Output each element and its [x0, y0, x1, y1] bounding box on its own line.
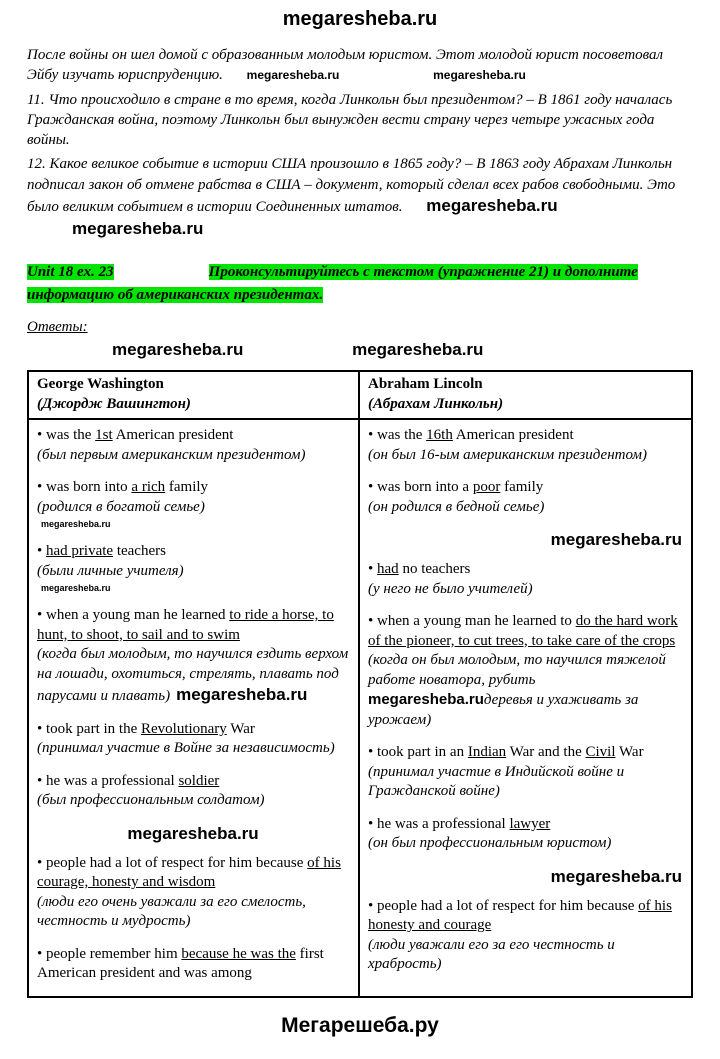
watermark-inline: megaresheba.ru	[176, 685, 308, 705]
fact-ru: (был профессиональным солдатом)	[37, 792, 265, 809]
column-header-lincoln	[360, 372, 691, 418]
fact-item	[37, 542, 349, 593]
fact-item	[368, 815, 682, 854]
table-header-row	[29, 372, 691, 420]
site-footer: Мегарешеба.ру	[281, 1013, 439, 1037]
president-name-ru: (Абрахам Линкольн)	[368, 395, 504, 412]
fact-item	[37, 945, 349, 984]
fact-item	[37, 772, 349, 811]
fact-en: • had private teachers	[37, 543, 166, 560]
fact-ru: (принимал участие в Войне за независимость)	[37, 740, 335, 757]
fact-item	[368, 897, 682, 975]
fact-en: • was the 16th American president	[368, 427, 574, 444]
fact-item	[37, 426, 349, 465]
fact-item	[368, 426, 682, 465]
fact-en: • was born into a rich family	[37, 479, 209, 496]
lincoln-cell	[360, 420, 691, 996]
fact-item	[368, 743, 682, 802]
question-11-text: 11. Что происходило в стране в то время, когда Линкольн был президентом? – В 1861 году началась Гражданская война, поэтому Линкольн был вынужден вести страну через четыре ужасных года войны.	[27, 91, 673, 148]
fact-ru: (он родился в бедной семье)	[368, 498, 545, 515]
fact-item	[37, 720, 349, 759]
watermark-inline: megaresheba.ru	[127, 823, 259, 843]
watermark-row	[27, 340, 693, 360]
watermark-inline: megaresheba.ru	[72, 218, 204, 238]
intro-paragraph	[27, 45, 693, 86]
fact-item	[37, 606, 349, 707]
fact-ru: (был первым американским президентом)	[37, 446, 306, 463]
watermark-inline: megaresheba.ru	[426, 195, 558, 215]
fact-en: • people remember him because he was the first American president and was among	[37, 945, 324, 982]
fact-ru: (когда был молодым, то научился ездить верхом на лошади, охотиться, стрелять, плавать под парусами и плавать) megaresheba.ru	[37, 646, 349, 705]
fact-ru: (он был 16-ым американским президентом)	[368, 446, 647, 463]
site-header-watermark: megaresheba.ru	[282, 8, 438, 30]
task-instruction: Проконсультируйтесь с текстом (упражнение 21) и дополните информацию об американских президентах.	[27, 263, 638, 303]
fact-item	[37, 478, 349, 529]
fact-en: • was the 1st American president	[37, 427, 234, 444]
fact-ru: (были личные учителя)	[37, 562, 184, 579]
fact-item	[368, 478, 682, 517]
fact-en: • had no teachers	[368, 561, 471, 578]
fact-ru: (люди его очень уважали за его смелость, честность и мудрость)	[37, 893, 306, 930]
fact-ru: (когда он был молодым, то научился тяжелой работе новатора, рубить megaresheba.ruдеревья и ухаживать за урожаем)	[368, 652, 666, 728]
fact-en: • when a young man he learned to do the hard work of the pioneer, to cut trees, to take care of the crops	[368, 613, 678, 649]
fact-en: • took part in an Indian War and the Civil War	[368, 744, 644, 761]
president-name-en: Abraham Lincoln	[368, 376, 483, 393]
fact-item	[368, 560, 682, 599]
watermark-inline: megaresheba.ru	[41, 519, 111, 530]
column-header-washington	[29, 372, 360, 418]
watermark-inline: megaresheba.ru	[550, 866, 682, 886]
watermark-inline: megaresheba.ru	[368, 691, 484, 709]
fact-ru: (он был профессиональным юристом)	[368, 835, 612, 852]
watermark-inline: megaresheba.ru	[41, 583, 111, 594]
watermark-inline: megaresheba.ru	[352, 340, 484, 360]
fact-en: • people had a lot of respect for him because of his courage, honesty and wisdom	[37, 854, 341, 891]
fact-en: • took part in the Revolutionary War	[37, 720, 255, 737]
question-12-text: 12. Какое великое событие в истории США произошло в 1865 году? – В 1863 году Абрахам Линкольн подписал закон об отмене рабства в США – документ, который сделал всех рабов свободными. Это было великим событием в истории Соединенных штатов.	[27, 156, 676, 215]
presidents-comparison-table	[27, 370, 693, 998]
question-11	[27, 90, 693, 151]
intro-text: После войны он шел домой с образованным молодым юристом. Этот молодой юрист посоветовал Эйбу изучать юриспруденцию.	[27, 47, 664, 84]
fact-en: • he was a professional soldier	[37, 772, 220, 789]
answers-label: Ответы:	[27, 319, 88, 336]
watermark-inline: megaresheba.ru	[550, 530, 682, 550]
fact-ru: (у него не было учителей)	[368, 580, 533, 597]
fact-en: • was born into a poor family	[368, 479, 544, 496]
fact-item	[37, 854, 349, 932]
fact-en: • people had a lot of respect for him because of his honesty and courage	[368, 897, 672, 934]
table-body-row	[29, 420, 691, 996]
watermark-inline: megaresheba.ru	[246, 68, 340, 83]
fact-en: • when a young man he learned to ride a horse, to hunt, to shoot, to sail and to swim	[37, 607, 334, 643]
watermark-inline: megaresheba.ru	[433, 68, 526, 83]
fact-ru: (родился в богатой семье)	[37, 498, 205, 515]
fact-item	[368, 612, 682, 730]
task-heading	[27, 261, 693, 308]
task-unit-label: Unit 18 ex. 23	[27, 263, 114, 280]
president-name-en: George Washington	[37, 376, 164, 393]
watermark-inline: megaresheba.ru	[112, 340, 244, 360]
question-12	[27, 154, 693, 240]
washington-cell	[29, 420, 360, 996]
fact-ru: (принимал участие в Индийской войне и Гражданской войне)	[368, 763, 625, 800]
president-name-ru: (Джордж Вашингтон)	[37, 395, 191, 412]
fact-ru: (люди уважали его за его честность и храбрость)	[368, 936, 615, 973]
fact-en: • he was a professional lawyer	[368, 815, 551, 832]
